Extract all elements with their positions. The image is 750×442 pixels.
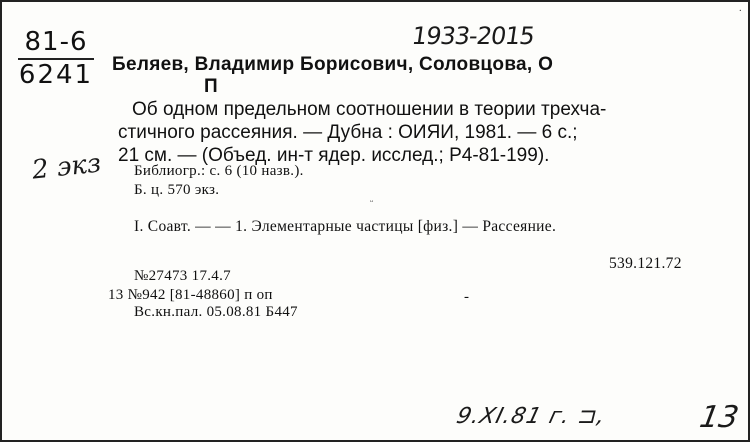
tracings: I. Соавт. — — 1. Элементарные частицы [физ.] — Рассеяние. [134, 218, 557, 235]
description-line: 21 см. — (Объед. ин-т ядер. исслед.; Р4-81-199). [118, 145, 550, 166]
author-initial: П [204, 76, 218, 97]
corner-mark: · [738, 6, 742, 17]
record-line: Вс.кн.пал. 05.08.81 Б447 [134, 304, 298, 320]
author-line: Беляев, Владимир Борисович, Соловцова, О [112, 54, 554, 75]
description-line: Об одном предельном соотношении в теории трехча- [132, 99, 607, 120]
price-run-note: Б. ц. 570 экз. [134, 182, 220, 198]
bibliography-note: Библиогр.: с. 6 (10 назв.). [134, 163, 304, 179]
handwritten-page-number: 13 [696, 400, 742, 435]
call-number [12, 28, 100, 90]
description-line: стичного рассеяния. — Дубна : ОИЯИ, 1981. — 6 с.; [118, 122, 578, 143]
record-line: №27473 17.4.7 [134, 268, 231, 284]
description-block [118, 98, 698, 167]
udc-number: 539.121.72 [609, 255, 682, 272]
tick-mark: ᵕ [370, 196, 374, 208]
handwritten-copies-note: 2 экз [30, 148, 103, 186]
dash-mark: - [464, 289, 470, 305]
call-number-bottom: 6241 [18, 60, 94, 90]
handwritten-top-number: 1933-2015 [410, 22, 536, 50]
handwritten-date-note: 9.XI.81 г. ⊐, [453, 404, 609, 429]
record-line: 13 №942 [81-48860] п оп [108, 287, 273, 303]
call-number-top: 81-6 [24, 27, 88, 57]
